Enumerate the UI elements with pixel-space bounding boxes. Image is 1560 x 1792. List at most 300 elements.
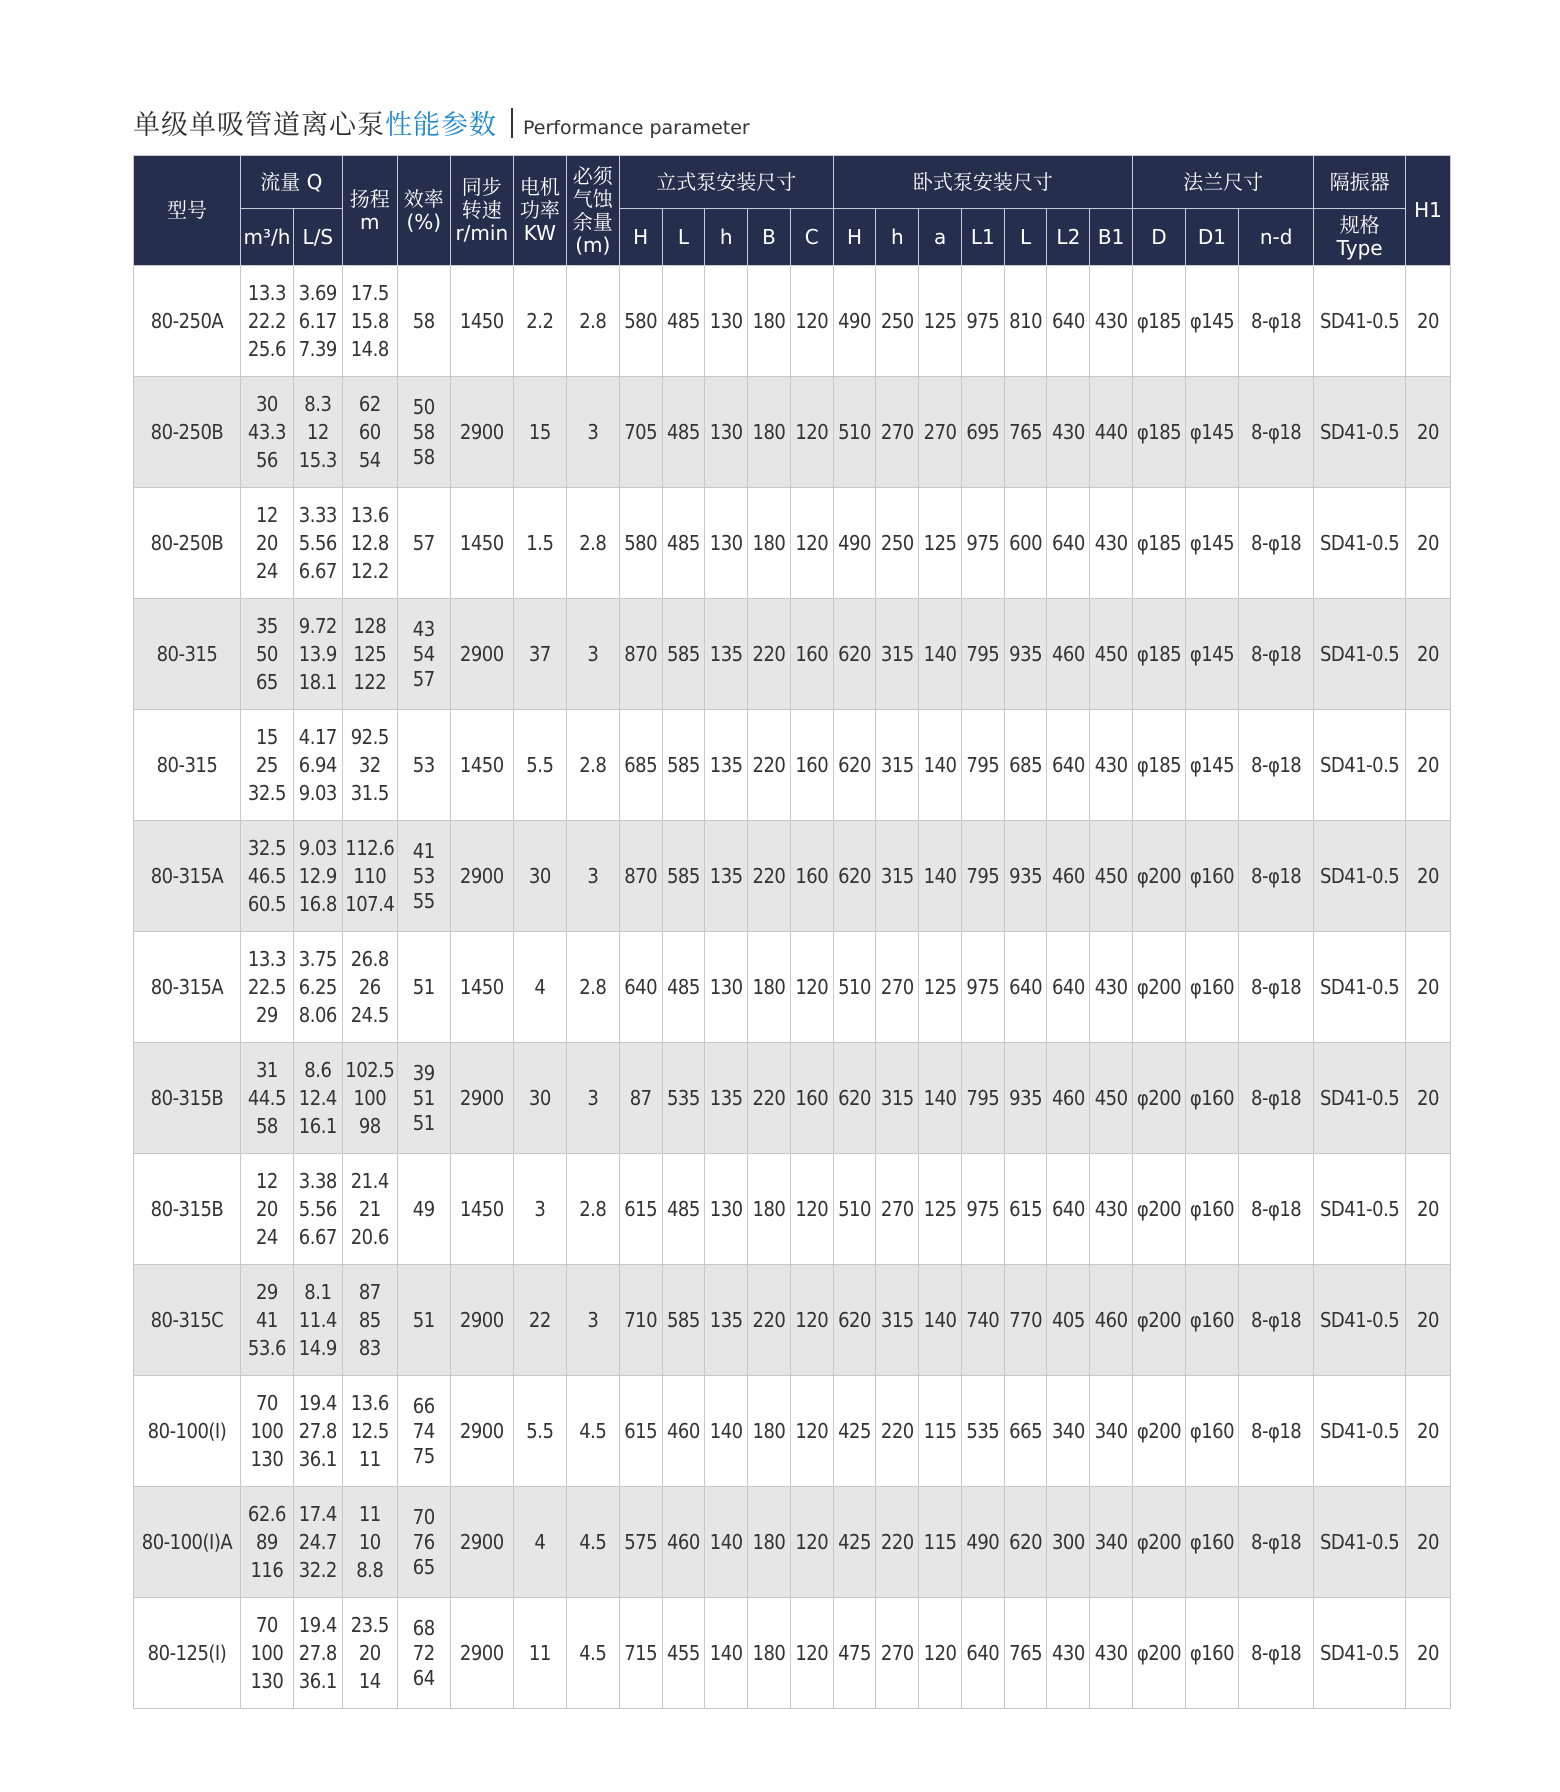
cell-horizontal-dim: 975 [961,488,1004,599]
cell-power: 5.5 [513,1376,566,1487]
header-flange-dims: 法兰尺寸 [1133,156,1314,209]
cell-flow-ls: 17.4 24.7 32.2 [293,1487,342,1598]
cell-horizontal-dim: 140 [919,1265,962,1376]
cell-horizontal-dim: 620 [833,710,876,821]
header-horizontal-col: a [919,209,962,266]
cell-flange-dim: 8-φ18 [1238,821,1313,932]
cell-model: 80-100(I)A [134,1487,241,1598]
header-vertical-col: h [705,209,748,266]
cell-vertical-dim: 180 [748,1154,791,1265]
cell-horizontal-dim: 640 [1004,932,1047,1043]
cell-horizontal-dim: 125 [919,266,962,377]
cell-npsh: 3 [566,821,619,932]
cell-h1: 20 [1405,1154,1450,1265]
cell-npsh: 2.8 [566,932,619,1043]
cell-power: 2.2 [513,266,566,377]
cell-isolator-type: SD41-0.5 [1314,599,1406,710]
cell-efficiency: 49 [397,1154,450,1265]
cell-horizontal-dim: 430 [1047,1598,1090,1709]
cell-vertical-dim: 120 [790,377,833,488]
header-vertical-col: C [790,209,833,266]
cell-model: 80-315A [134,932,241,1043]
cell-efficiency: 53 [397,710,450,821]
cell-vertical-dim: 585 [662,710,705,821]
cell-vertical-dim: 140 [705,1376,748,1487]
cell-efficiency: 51 [397,1265,450,1376]
cell-npsh: 4.5 [566,1598,619,1709]
cell-horizontal-dim: 125 [919,1154,962,1265]
cell-efficiency: 58 [397,266,450,377]
cell-flange-dim: 8-φ18 [1238,1043,1313,1154]
cell-horizontal-dim: 270 [876,1154,919,1265]
header-vertical-dims: 立式泵安装尺寸 [619,156,833,209]
cell-vertical-dim: 220 [748,599,791,710]
cell-flange-dim: φ145 [1185,488,1238,599]
cell-horizontal-dim: 695 [961,377,1004,488]
cell-horizontal-dim: 510 [833,1154,876,1265]
cell-horizontal-dim: 975 [961,266,1004,377]
cell-head: 62 60 54 [342,377,397,488]
cell-flange-dim: φ200 [1133,1376,1186,1487]
cell-vertical-dim: 180 [748,1598,791,1709]
cell-vertical-dim: 485 [662,377,705,488]
cell-horizontal-dim: 430 [1090,1154,1133,1265]
cell-horizontal-dim: 640 [1047,488,1090,599]
cell-horizontal-dim: 490 [833,488,876,599]
cell-flow-m3h: 32.5 46.5 60.5 [240,821,293,932]
header-speed: 同步 转速 r/min [450,156,513,266]
cell-flow-m3h: 70 100 130 [240,1376,293,1487]
cell-model: 80-315B [134,1154,241,1265]
cell-model: 80-250A [134,266,241,377]
header-horizontal-col: B1 [1090,209,1133,266]
cell-flow-m3h: 30 43.3 56 [240,377,293,488]
table-row [134,488,1451,599]
cell-vertical-dim: 180 [748,266,791,377]
table-row [134,1598,1451,1709]
cell-efficiency: 41 53 55 [397,821,450,932]
cell-npsh: 3 [566,1265,619,1376]
cell-isolator-type: SD41-0.5 [1314,932,1406,1043]
table-row [134,1487,1451,1598]
cell-efficiency: 66 74 75 [397,1376,450,1487]
cell-head: 112.6 110 107.4 [342,821,397,932]
cell-horizontal-dim: 125 [919,488,962,599]
cell-speed: 2900 [450,377,513,488]
cell-isolator-type: SD41-0.5 [1314,1376,1406,1487]
cell-vertical-dim: 220 [748,1043,791,1154]
cell-power: 30 [513,821,566,932]
cell-horizontal-dim: 250 [876,266,919,377]
cell-flange-dim: φ160 [1185,1154,1238,1265]
cell-speed: 2900 [450,1487,513,1598]
cell-flange-dim: φ160 [1185,1598,1238,1709]
cell-isolator-type: SD41-0.5 [1314,488,1406,599]
table-row [134,932,1451,1043]
cell-horizontal-dim: 140 [919,710,962,821]
title-separator [511,108,513,138]
cell-vertical-dim: 120 [790,1154,833,1265]
cell-h1: 20 [1405,1598,1450,1709]
table-body [134,266,1451,1709]
cell-speed: 1450 [450,932,513,1043]
cell-vertical-dim: 640 [619,932,662,1043]
cell-flow-m3h: 12 20 24 [240,488,293,599]
cell-speed: 2900 [450,1376,513,1487]
cell-model: 80-250B [134,488,241,599]
cell-head: 21.4 21 20.6 [342,1154,397,1265]
cell-vertical-dim: 615 [619,1154,662,1265]
cell-vertical-dim: 135 [705,821,748,932]
cell-horizontal-dim: 405 [1047,1265,1090,1376]
cell-flange-dim: 8-φ18 [1238,710,1313,821]
cell-speed: 2900 [450,1598,513,1709]
cell-flange-dim: 8-φ18 [1238,377,1313,488]
cell-flange-dim: φ200 [1133,932,1186,1043]
cell-horizontal-dim: 315 [876,1265,919,1376]
table-header [134,156,1451,266]
cell-vertical-dim: 120 [790,488,833,599]
cell-horizontal-dim: 460 [1047,821,1090,932]
cell-horizontal-dim: 140 [919,1043,962,1154]
cell-isolator-type: SD41-0.5 [1314,821,1406,932]
cell-speed: 1450 [450,1154,513,1265]
cell-h1: 20 [1405,488,1450,599]
cell-flow-m3h: 62.6 89 116 [240,1487,293,1598]
cell-horizontal-dim: 315 [876,821,919,932]
cell-horizontal-dim: 460 [1090,1265,1133,1376]
cell-horizontal-dim: 620 [833,1043,876,1154]
cell-isolator-type: SD41-0.5 [1314,710,1406,821]
cell-flange-dim: φ185 [1133,377,1186,488]
cell-model: 80-315B [134,1043,241,1154]
cell-horizontal-dim: 740 [961,1265,1004,1376]
cell-h1: 20 [1405,1043,1450,1154]
cell-horizontal-dim: 510 [833,377,876,488]
cell-vertical-dim: 130 [705,266,748,377]
cell-horizontal-dim: 120 [919,1598,962,1709]
cell-power: 15 [513,377,566,488]
cell-horizontal-dim: 795 [961,821,1004,932]
cell-vertical-dim: 135 [705,1265,748,1376]
cell-power: 11 [513,1598,566,1709]
cell-power: 4 [513,1487,566,1598]
cell-vertical-dim: 455 [662,1598,705,1709]
cell-horizontal-dim: 425 [833,1376,876,1487]
cell-flow-ls: 19.4 27.8 36.1 [293,1598,342,1709]
cell-horizontal-dim: 315 [876,710,919,821]
cell-horizontal-dim: 440 [1090,377,1133,488]
cell-horizontal-dim: 620 [833,821,876,932]
cell-head: 92.5 32 31.5 [342,710,397,821]
cell-horizontal-dim: 270 [876,377,919,488]
title-main: 单级单吸管道离心泵 [133,110,385,141]
cell-efficiency: 68 72 64 [397,1598,450,1709]
cell-h1: 20 [1405,932,1450,1043]
cell-speed: 2900 [450,1265,513,1376]
header-h1: H1 [1405,156,1450,266]
cell-horizontal-dim: 615 [1004,1154,1047,1265]
cell-vertical-dim: 485 [662,1154,705,1265]
cell-flange-dim: φ160 [1185,932,1238,1043]
cell-model: 80-315C [134,1265,241,1376]
cell-isolator-type: SD41-0.5 [1314,1154,1406,1265]
cell-power: 3 [513,1154,566,1265]
cell-speed: 2900 [450,599,513,710]
cell-flow-ls: 3.38 5.56 6.67 [293,1154,342,1265]
cell-horizontal-dim: 270 [919,377,962,488]
table-row [134,1265,1451,1376]
cell-flow-ls: 19.4 27.8 36.1 [293,1376,342,1487]
cell-horizontal-dim: 220 [876,1487,919,1598]
cell-vertical-dim: 120 [790,932,833,1043]
cell-isolator-type: SD41-0.5 [1314,1265,1406,1376]
cell-flow-ls: 9.72 13.9 18.1 [293,599,342,710]
cell-horizontal-dim: 270 [876,932,919,1043]
cell-speed: 2900 [450,821,513,932]
cell-flange-dim: φ200 [1133,1043,1186,1154]
cell-flange-dim: φ185 [1133,710,1186,821]
cell-vertical-dim: 705 [619,377,662,488]
cell-isolator-type: SD41-0.5 [1314,1043,1406,1154]
cell-horizontal-dim: 640 [1047,1154,1090,1265]
cell-horizontal-dim: 125 [919,932,962,1043]
cell-vertical-dim: 160 [790,599,833,710]
cell-speed: 1450 [450,488,513,599]
header-vertical-col: H [619,209,662,266]
cell-flange-dim: φ160 [1185,1265,1238,1376]
cell-horizontal-dim: 220 [876,1376,919,1487]
cell-horizontal-dim: 795 [961,599,1004,710]
cell-npsh: 4.5 [566,1487,619,1598]
cell-flange-dim: 8-φ18 [1238,1154,1313,1265]
cell-vertical-dim: 120 [790,1487,833,1598]
cell-flange-dim: 8-φ18 [1238,1265,1313,1376]
cell-flow-m3h: 13.3 22.2 25.6 [240,266,293,377]
cell-flow-ls: 8.3 12 15.3 [293,377,342,488]
cell-vertical-dim: 535 [662,1043,705,1154]
cell-vertical-dim: 685 [619,710,662,821]
cell-horizontal-dim: 430 [1090,488,1133,599]
cell-npsh: 3 [566,377,619,488]
cell-efficiency: 57 [397,488,450,599]
cell-horizontal-dim: 640 [1047,710,1090,821]
performance-table [133,155,1451,1709]
cell-flange-dim: 8-φ18 [1238,599,1313,710]
cell-flow-m3h: 13.3 22.5 29 [240,932,293,1043]
header-efficiency: 效率 (%) [397,156,450,266]
cell-vertical-dim: 135 [705,1043,748,1154]
table-row [134,599,1451,710]
cell-horizontal-dim: 620 [833,1265,876,1376]
cell-power: 4 [513,932,566,1043]
title-accent: 性能参数 [385,110,497,141]
cell-flow-m3h: 29 41 53.6 [240,1265,293,1376]
cell-vertical-dim: 870 [619,821,662,932]
page-title [133,98,750,142]
cell-h1: 20 [1405,1265,1450,1376]
header-flange-col: n-d [1238,209,1313,266]
cell-head: 13.6 12.5 11 [342,1376,397,1487]
cell-vertical-dim: 140 [705,1598,748,1709]
cell-head: 13.6 12.8 12.2 [342,488,397,599]
header-power: 电机 功率 KW [513,156,566,266]
cell-efficiency: 43 54 57 [397,599,450,710]
cell-h1: 20 [1405,710,1450,821]
cell-power: 22 [513,1265,566,1376]
cell-horizontal-dim: 340 [1047,1376,1090,1487]
cell-flange-dim: φ200 [1133,821,1186,932]
cell-flange-dim: φ160 [1185,821,1238,932]
cell-isolator-type: SD41-0.5 [1314,1487,1406,1598]
cell-flange-dim: φ160 [1185,1487,1238,1598]
cell-horizontal-dim: 665 [1004,1376,1047,1487]
cell-power: 37 [513,599,566,710]
cell-horizontal-dim: 140 [919,599,962,710]
cell-npsh: 2.8 [566,488,619,599]
cell-speed: 2900 [450,1043,513,1154]
cell-flange-dim: 8-φ18 [1238,1598,1313,1709]
cell-vertical-dim: 485 [662,266,705,377]
table-row [134,821,1451,932]
table-row [134,1154,1451,1265]
cell-vertical-dim: 87 [619,1043,662,1154]
cell-horizontal-dim: 490 [833,266,876,377]
header-vertical-col: B [748,209,791,266]
cell-horizontal-dim: 430 [1090,710,1133,821]
cell-horizontal-dim: 475 [833,1598,876,1709]
cell-h1: 20 [1405,377,1450,488]
cell-vertical-dim: 580 [619,266,662,377]
cell-head: 26.8 26 24.5 [342,932,397,1043]
cell-flow-m3h: 31 44.5 58 [240,1043,293,1154]
cell-head: 102.5 100 98 [342,1043,397,1154]
cell-horizontal-dim: 340 [1090,1376,1133,1487]
cell-head: 128 125 122 [342,599,397,710]
cell-horizontal-dim: 600 [1004,488,1047,599]
cell-flow-ls: 3.33 5.56 6.67 [293,488,342,599]
cell-vertical-dim: 130 [705,932,748,1043]
cell-npsh: 2.8 [566,266,619,377]
cell-flow-m3h: 35 50 65 [240,599,293,710]
cell-vertical-dim: 180 [748,1487,791,1598]
cell-speed: 1450 [450,710,513,821]
cell-h1: 20 [1405,821,1450,932]
cell-npsh: 3 [566,1043,619,1154]
cell-flow-ls: 3.69 6.17 7.39 [293,266,342,377]
cell-flange-dim: φ185 [1133,599,1186,710]
cell-vertical-dim: 485 [662,932,705,1043]
header-flow-m3h: m³/h [240,209,293,266]
cell-vertical-dim: 120 [790,1376,833,1487]
cell-isolator-type: SD41-0.5 [1314,266,1406,377]
cell-horizontal-dim: 765 [1004,1598,1047,1709]
cell-horizontal-dim: 510 [833,932,876,1043]
cell-horizontal-dim: 115 [919,1376,962,1487]
cell-vertical-dim: 710 [619,1265,662,1376]
cell-vertical-dim: 485 [662,488,705,599]
cell-vertical-dim: 160 [790,821,833,932]
cell-vertical-dim: 120 [790,266,833,377]
cell-flange-dim: 8-φ18 [1238,488,1313,599]
header-horizontal-col: H [833,209,876,266]
cell-vertical-dim: 130 [705,488,748,599]
table-row [134,1376,1451,1487]
cell-horizontal-dim: 430 [1090,932,1133,1043]
header-isolator: 隔振器 [1314,156,1406,209]
cell-vertical-dim: 585 [662,821,705,932]
cell-flange-dim: φ200 [1133,1487,1186,1598]
cell-power: 5.5 [513,710,566,821]
cell-horizontal-dim: 430 [1090,1598,1133,1709]
cell-efficiency: 50 58 58 [397,377,450,488]
title-subtitle: Performance parameter [523,117,750,139]
cell-head: 23.5 20 14 [342,1598,397,1709]
cell-flow-ls: 8.1 11.4 14.9 [293,1265,342,1376]
cell-flow-ls: 4.17 6.94 9.03 [293,710,342,821]
cell-horizontal-dim: 975 [961,1154,1004,1265]
cell-flange-dim: 8-φ18 [1238,932,1313,1043]
cell-h1: 20 [1405,599,1450,710]
cell-vertical-dim: 585 [662,599,705,710]
header-vertical-col: L [662,209,705,266]
header-horizontal-col: L [1004,209,1047,266]
cell-vertical-dim: 135 [705,710,748,821]
cell-horizontal-dim: 935 [1004,1043,1047,1154]
cell-horizontal-dim: 250 [876,488,919,599]
cell-efficiency: 39 51 51 [397,1043,450,1154]
cell-vertical-dim: 585 [662,1265,705,1376]
cell-horizontal-dim: 620 [1004,1487,1047,1598]
cell-vertical-dim: 870 [619,599,662,710]
cell-horizontal-dim: 770 [1004,1265,1047,1376]
cell-h1: 20 [1405,266,1450,377]
cell-vertical-dim: 580 [619,488,662,599]
cell-vertical-dim: 180 [748,1376,791,1487]
cell-horizontal-dim: 810 [1004,266,1047,377]
cell-horizontal-dim: 450 [1090,821,1133,932]
table-row [134,266,1451,377]
cell-vertical-dim: 130 [705,377,748,488]
cell-flange-dim: φ185 [1133,266,1186,377]
cell-vertical-dim: 220 [748,821,791,932]
cell-vertical-dim: 180 [748,488,791,599]
cell-horizontal-dim: 115 [919,1487,962,1598]
cell-flange-dim: φ185 [1133,488,1186,599]
cell-flow-m3h: 15 25 32.5 [240,710,293,821]
cell-power: 1.5 [513,488,566,599]
cell-vertical-dim: 140 [705,1487,748,1598]
cell-vertical-dim: 460 [662,1376,705,1487]
cell-horizontal-dim: 450 [1090,599,1133,710]
table-row [134,377,1451,488]
header-npsh: 必须 气蚀 余量 (m) [566,156,619,266]
cell-isolator-type: SD41-0.5 [1314,1598,1406,1709]
table-row [134,710,1451,821]
cell-power: 30 [513,1043,566,1154]
cell-npsh: 2.8 [566,1154,619,1265]
cell-model: 80-250B [134,377,241,488]
cell-vertical-dim: 180 [748,377,791,488]
cell-flow-ls: 9.03 12.9 16.8 [293,821,342,932]
cell-flange-dim: φ160 [1185,1376,1238,1487]
cell-vertical-dim: 160 [790,1043,833,1154]
cell-model: 80-125(I) [134,1598,241,1709]
cell-vertical-dim: 180 [748,932,791,1043]
cell-flange-dim: φ200 [1133,1265,1186,1376]
cell-horizontal-dim: 795 [961,1043,1004,1154]
cell-vertical-dim: 160 [790,710,833,821]
